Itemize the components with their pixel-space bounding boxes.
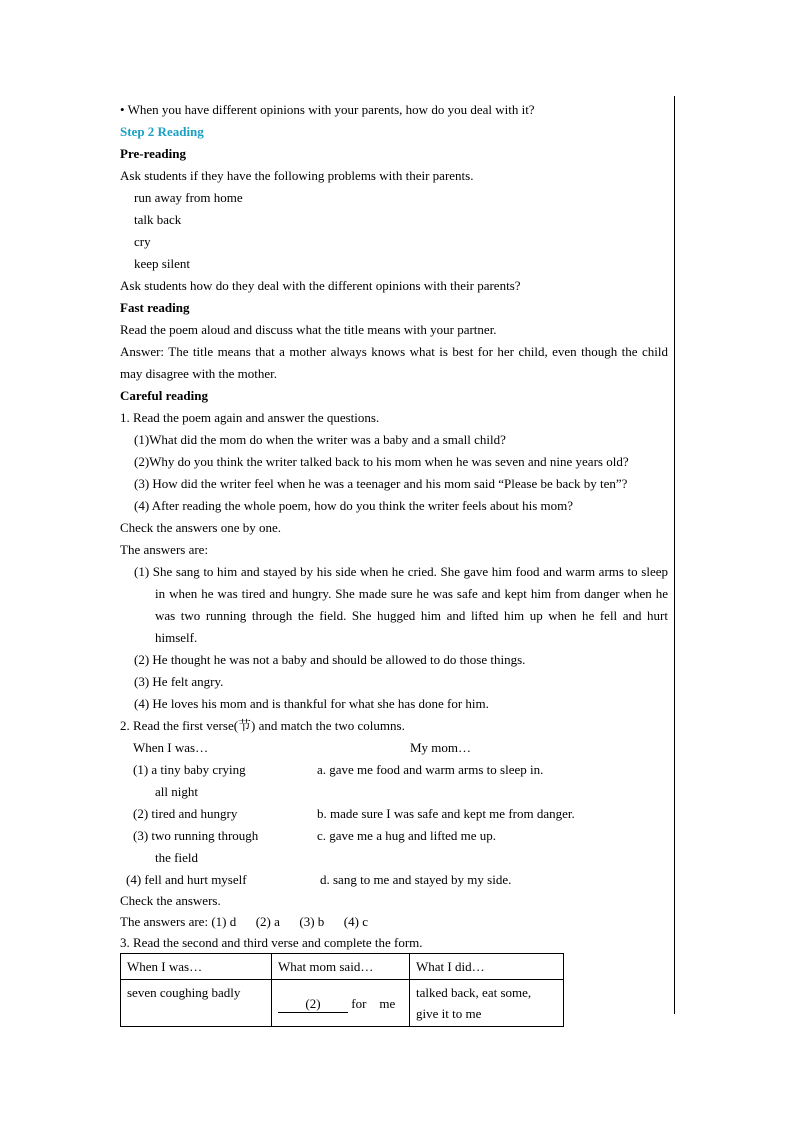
answer-item: (3) He felt angry.	[134, 674, 224, 689]
question-item: (4) After reading the whole poem, how do you think the writer feels about his mom?	[134, 498, 574, 513]
question3-title: 3. Read the second and third verse and complete the form.	[120, 935, 423, 950]
col-right-header: My mom…	[410, 740, 472, 755]
match-row	[120, 847, 668, 869]
question-item: (2)Why do you think the writer talked back to his mom when he was seven and nine years old?	[134, 454, 629, 469]
match-left: (1) a tiny baby crying	[133, 762, 246, 777]
match-left: (4) fell and hurt myself	[126, 872, 247, 887]
verse-table	[120, 953, 564, 1027]
table-cell	[272, 980, 410, 1027]
table-cell	[410, 980, 564, 1027]
match-right: a. gave me food and warm arms to sleep in.	[317, 762, 544, 777]
question-item: (3) How did the writer feel when he was a teenager and his mom said “Please be back by ten”?	[134, 476, 628, 491]
question2-title: 2. Read the first verse(节) and match the two columns.	[120, 718, 405, 733]
table-cell-text: for me	[351, 995, 396, 1011]
match-row	[120, 759, 668, 781]
prereading-ask: Ask students if they have the following problems with their parents.	[120, 168, 474, 183]
match-header	[120, 737, 668, 759]
answers2: The answers are: (1) d (2) a (3) b (4) c	[120, 914, 368, 929]
question-item: (1)What did the mom do when the writer was a baby and a small child?	[134, 432, 506, 447]
match-right: c. gave me a hug and lifted me up.	[317, 828, 497, 843]
col-left-header: When I was…	[133, 740, 209, 755]
check2-instruction: Check the answers.	[120, 893, 221, 908]
prereading-ask2: Ask students how do they deal with the different opinions with their parents?	[120, 278, 521, 293]
table-cell-line: talked back, eat some,	[416, 985, 532, 1000]
table-cell: seven coughing badly	[121, 980, 272, 1027]
problem-item: talk back	[134, 212, 182, 227]
match-left: the field	[155, 850, 198, 865]
table-header: When I was…	[121, 954, 272, 980]
answers-label: The answers are:	[120, 542, 209, 557]
problem-item: keep silent	[134, 256, 190, 271]
match-left: (2) tired and hungry	[133, 806, 238, 821]
step2-title: Step 2 Reading	[120, 124, 204, 139]
match-row	[120, 781, 668, 803]
careful-title: Careful reading	[120, 388, 208, 403]
answer-item: (4) He loves his mom and is thankful for what she has done for him.	[134, 696, 489, 711]
match-left: (3) two running through	[133, 828, 259, 843]
table-header: What mom said…	[272, 954, 410, 980]
margin-rule	[674, 96, 675, 1014]
check-instruction: Check the answers one by one.	[120, 520, 282, 535]
fastreading-answer: Answer: The title means that a mother always knows what is best for her child, even though the child may disagree with the mother.	[120, 344, 668, 381]
question1-title: 1. Read the poem again and answer the questions.	[120, 410, 380, 425]
intro-question: • When you have different opinions with your parents, how do you deal with it?	[120, 102, 535, 117]
answer-item: (2) He thought he was not a baby and should be allowed to do those things.	[134, 652, 526, 667]
answer-item: (1) She sang to him and stayed by his side when he cried. She gave him food and warm arms to sleep in when he was tired and hungry. She made sure he was safe and kept him from danger when he was two running through the field. She hugged him and lifted him up when he fell and hurt himself.	[134, 564, 668, 645]
problem-item: cry	[134, 234, 151, 249]
fill-blank[interactable]: (2)	[278, 996, 348, 1013]
match-row	[120, 869, 668, 891]
prereading-title: Pre-reading	[120, 146, 186, 161]
match-right: d. sang to me and stayed by my side.	[320, 872, 512, 887]
table-cell-line: give it to me	[416, 1006, 482, 1021]
document-body	[120, 99, 668, 1027]
fastreading-title: Fast reading	[120, 300, 190, 315]
problem-item: run away from home	[134, 190, 243, 205]
match-row	[120, 803, 668, 825]
match-left: all night	[155, 784, 198, 799]
fastreading-instruction: Read the poem aloud and discuss what the title means with your partner.	[120, 322, 497, 337]
table-header: What I did…	[410, 954, 564, 980]
match-row	[120, 825, 668, 847]
match-right: b. made sure I was safe and kept me from danger.	[317, 806, 575, 821]
